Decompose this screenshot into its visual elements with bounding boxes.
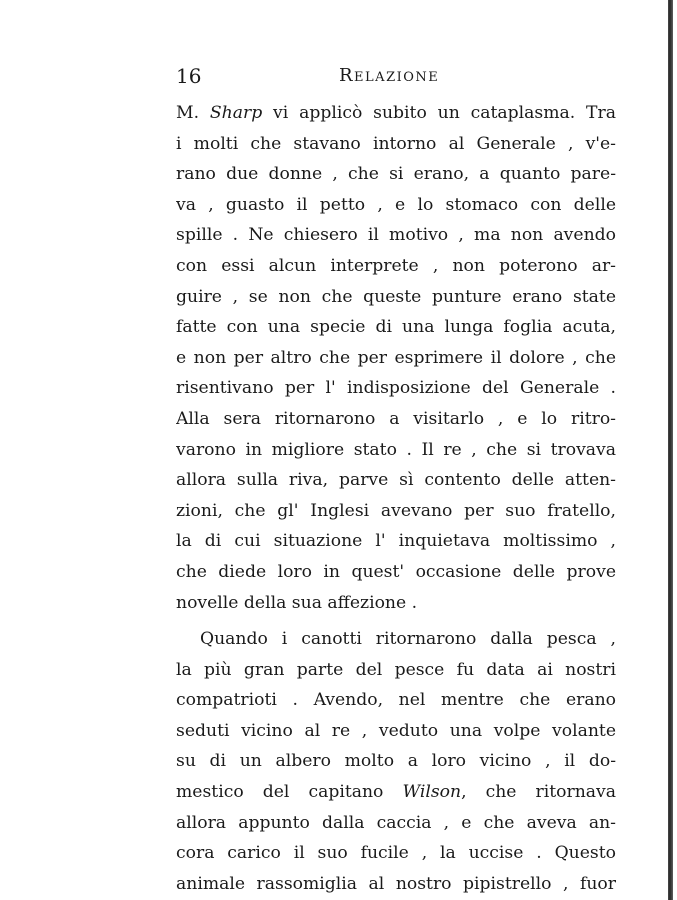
text-line: seduti vicino al re , veduto una volpe volante: [176, 720, 616, 741]
text-line: Alla sera ritornarono a visitarlo , e lo ritro-: [176, 408, 616, 429]
body-text: [176, 98, 616, 899]
text-line: animale rassomiglia al nostro pipistrello , fuor: [176, 873, 616, 894]
text-line: mestico del capitano Wilson, che ritornava: [176, 782, 616, 803]
text-line: i molti che stavano intorno al Generale , v'e-: [176, 133, 616, 154]
running-title: Relazione: [339, 65, 440, 86]
page-edge-shadow: [668, 0, 673, 900]
text-line-paragraph-end: novelle della sua affezione .: [176, 592, 418, 613]
text-line: va , guasto il petto , e lo stomaco con delle: [176, 194, 616, 215]
text-line: che diede loro in quest' occasione delle prove: [176, 561, 616, 582]
text-line: allora appunto dalla caccia , e che aveva an-: [176, 812, 616, 833]
text-line: risentivano per l' indisposizione del Generale .: [176, 378, 616, 399]
text-line: zioni, che gl' Inglesi avevano per suo fratello,: [176, 500, 616, 521]
text-line: con essi alcun interprete , non poterono ar-: [176, 255, 616, 276]
running-header: [176, 64, 616, 90]
text-line: compatrioti . Avendo, nel mentre che erano: [176, 690, 616, 711]
text-line: spille . Ne chiesero il motivo , ma non avendo: [176, 225, 616, 246]
text-line: guire , se non che queste punture erano state: [176, 286, 616, 307]
text-line: e non per altro che per esprimere il dolore , che: [176, 347, 616, 368]
text-line: varono in migliore stato . Il re , che si trovava: [176, 439, 616, 460]
text-line: su di un albero molto a loro vicino , il do-: [176, 751, 616, 772]
text-line: cora carico il suo fucile , la uccise . Questo: [176, 843, 616, 864]
text-line: fatte con una specie di una lunga foglia acuta,: [176, 317, 616, 338]
italic-name-wilson: Wilson: [402, 782, 462, 803]
text-line: la di cui situazione l' inquietava moltissimo ,: [176, 531, 616, 552]
text-line: rano due donne , che si erano, a quanto pare-: [176, 164, 616, 185]
italic-name-sharp: Sharp: [209, 103, 263, 123]
text-line-paragraph-start: Quando i canotti ritornarono dalla pesca ,: [200, 629, 616, 650]
page-number: 16: [176, 64, 202, 88]
text-line: la più gran parte del pesce fu data ai nostri: [176, 659, 616, 680]
text-line: allora sulla riva, parve sì contento delle atten-: [176, 470, 616, 491]
text-line: M. Sharp vi applicò subito un cataplasma. Tra: [176, 103, 616, 123]
